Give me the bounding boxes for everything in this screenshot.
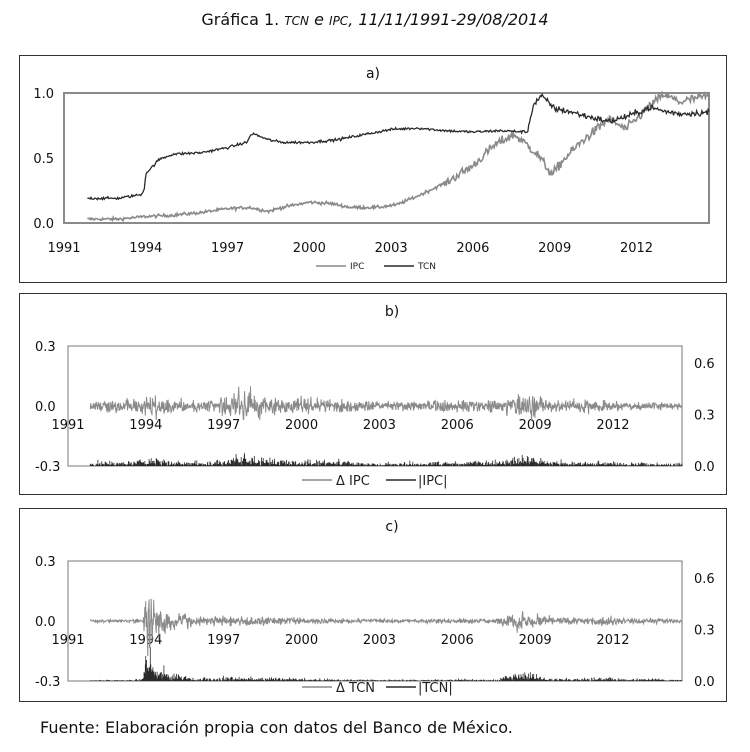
x-tick-label: 1997 [207,418,241,433]
x-tick-label: 2006 [440,633,474,648]
series-line-ipc [87,93,709,221]
title-e: e [314,10,324,29]
y2-tick-label: 0.0 [694,460,715,475]
y2-tick-label: 0.0 [694,675,715,690]
x-tick-label: 2006 [440,418,474,433]
x-tick-label: 2000 [285,633,319,648]
y-tick-label: 0.0 [35,400,56,415]
x-tick-label: 2006 [456,241,490,256]
x-tick-label: 1991 [51,633,85,648]
x-tick-label: 1997 [211,241,245,256]
y-tick-label: -0.3 [35,460,61,475]
legend-label: Δ IPC [336,474,370,489]
x-tick-label: 1997 [207,633,241,648]
x-tick-label: 1994 [129,418,163,433]
x-tick-label: 2003 [362,418,396,433]
y-tick-label: 0.3 [35,340,56,355]
x-tick-label: 1991 [51,418,85,433]
x-tick-label: 2003 [374,241,408,256]
chart-panel-c [19,508,727,702]
title-ipc: IPC [329,14,349,28]
x-tick-label: 2012 [596,418,630,433]
y2-tick-label: 0.3 [694,408,715,424]
x-tick-label: 2003 [362,633,396,648]
chart-c-svg [20,509,726,701]
series-line-tcn [87,94,709,199]
chart-panel-a [19,55,727,283]
x-tick-label: 1991 [47,241,81,256]
title-dates: , 11/11/1991-29/08/2014 [348,10,549,29]
y-tick-label: 0.0 [33,217,54,232]
legend-label: |IPC| [418,474,448,489]
source-note: Fuente: Elaboración propia con datos del Banco de México. [40,718,513,737]
series-bars-abs [90,647,682,681]
chart-b-title: b) [384,304,400,320]
y2-tick-label: 0.3 [694,623,715,639]
x-tick-label: 1994 [129,633,163,648]
x-tick-label: 2012 [596,633,630,648]
chart-a-title: a) [365,66,381,82]
y-tick-label: 0.0 [35,615,56,630]
x-tick-label: 2000 [292,241,326,256]
y2-tick-label: 0.6 [694,572,715,588]
x-tick-label: 2012 [619,241,654,256]
chart-a-svg [20,56,726,282]
y-tick-label: 1.0 [33,87,54,102]
x-tick-label: 2009 [538,241,572,256]
x-tick-label: 2000 [285,418,319,433]
title-tcn: TCN [284,14,309,28]
chart-c-title: c) [385,519,399,535]
series-line-delta [90,386,682,421]
chart-b-svg [20,294,726,494]
x-tick-label: 2009 [518,633,552,648]
legend-label: Δ TCN [336,681,376,696]
series-bars-abs [90,453,682,466]
x-tick-label: 2009 [518,418,552,433]
legend-label: TCN [418,262,436,272]
y-tick-label: 0.3 [35,555,56,570]
legend-label: IPC [350,262,365,272]
page-title [0,10,750,29]
y-tick-label: 0.5 [33,152,54,167]
title-main: Gráfica 1. [201,10,280,29]
legend-label: |TCN| [418,681,453,696]
y2-tick-label: 0.6 [694,357,715,373]
x-tick-label: 1994 [129,241,163,256]
y-tick-label: -0.3 [35,675,61,690]
chart-panel-b [19,293,727,495]
